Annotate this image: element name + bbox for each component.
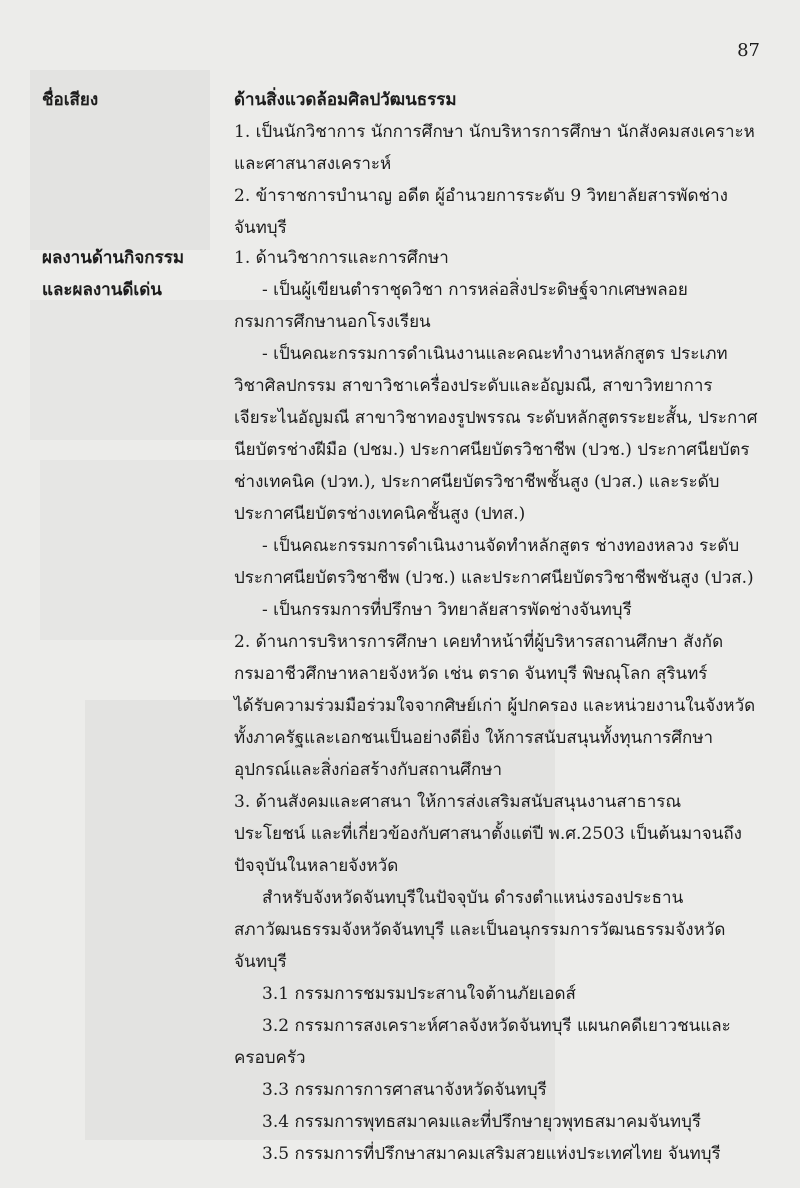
section-label-line: ผลงานด้านกิจกรรม: [42, 248, 185, 268]
body-line: วิชาศิลปกรรม สาขาวิชาเครื่องประดับและอัญมณี, สาขาวิทยาการ: [234, 376, 713, 396]
body-line: จันทบุรี: [234, 952, 287, 972]
page-number: 87: [737, 40, 760, 61]
body-line: - เป็นคณะกรรมการดำเนินงานและคณะทำงานหลักสูตร ประเภท: [262, 344, 728, 364]
list-item: 3.1 กรรมการชมรมประสานใจต้านภัยเอดส์: [262, 984, 576, 1004]
body-line: 1. เป็นนักวิชาการ นักการศึกษา นักบริหารการศึกษา นักสังคมสงเคราะห: [234, 122, 755, 142]
body-line: 2. ด้านการบริหารการศึกษา เคยทำหน้าที่ผู้บริหารสถานศึกษา สังกัด: [234, 632, 724, 652]
list-item: 3.3 กรรมการการศาสนาจังหวัดจันทบุรี: [262, 1080, 547, 1100]
body-line: ได้รับความร่วมมือร่วมใจจากศิษย์เก่า ผู้ปกครอง และหน่วยงานในจังหวัด: [234, 696, 756, 716]
body-line: - เป็นผู้เขียนตำราชุดวิชา การหล่อสิ่งประดิษฐ์จากเศษพลอย: [262, 280, 688, 300]
body-line: กรมการศึกษานอกโรงเรียน: [234, 312, 431, 332]
body-line: 1. ด้านวิชาการและการศึกษา: [234, 248, 449, 268]
body-line: - เป็นกรรมการที่ปรึกษา วิทยาลัยสารพัดช่างจันทบุรี: [262, 600, 632, 620]
section-heading: ด้านสิ่งแวดล้อมศิลปวัฒนธรรม: [234, 90, 457, 110]
body-line: 2. ข้าราชการบำนาญ อดีต ผู้อำนวยการระดับ 9 วิทยาลัยสารพัดช่าง: [234, 186, 728, 206]
body-line: ครอบครัว: [234, 1048, 306, 1068]
body-line: อุปกรณ์และสิ่งก่อสร้างกับสถานศึกษา: [234, 760, 502, 780]
body-line: ประโยชน์ และที่เกี่ยวข้องกับศาสนาตั้งแต่ปี พ.ศ.2503 เป็นต้นมาจนถึง: [234, 824, 742, 844]
section-label-reputation: [42, 84, 232, 116]
section-label-line: ชื่อเสียง: [42, 90, 99, 110]
body-line: ประกาศนียบัตรวิชาชีพ (ปวช.) และประกาศนียบัตรวิชาชีพชันสูง (ปวส.): [234, 568, 754, 588]
list-item: 3.2 กรรมการสงเคราะห์ศาลจังหวัดจันทบุรี แผนกคดีเยาวชนและ: [262, 1016, 731, 1036]
body-line: - เป็นคณะกรรมการดำเนินงานจัดทำหลักสูตร ช่างทองหลวง ระดับ: [262, 536, 740, 556]
body-line: 3. ด้านสังคมและศาสนา ให้การส่งเสริมสนับสนุนงานสาธารณ: [234, 792, 682, 812]
body-line: ทั้งภาครัฐและเอกชนเป็นอย่างดียิ่ง ให้การสนับสนุนทั้งทุนการศึกษา: [234, 728, 714, 748]
list-item: 3.4 กรรมการพุทธสมาคมและที่ปรึกษายุวพุทธสมาคมจันทบุรี: [262, 1112, 702, 1132]
section-label-activities: [42, 242, 232, 306]
body-line: ปัจจุบันในหลายจังหวัด: [234, 856, 399, 876]
body-line: จันทบุรี: [234, 218, 287, 238]
body-line: และศาสนาสงเคราะห์: [234, 154, 392, 174]
body-line: นียบัตรช่างฝีมือ (ปชม.) ประกาศนียบัตรวิชาชีพ (ปวช.) ประกาศนียบัตร: [234, 440, 750, 460]
body-line: กรมอาชีวศึกษาหลายจังหวัด เช่น ตราด จันทบุรี พิษณุโลก สุรินทร์: [234, 664, 708, 684]
body-line: เจียระไนอัญมณี สาขาวิชาทองรูปพรรณ ระดับหลักสูตรระยะสั้น, ประกาศ: [234, 408, 758, 428]
body-line: ช่างเทคนิค (ปวท.), ประกาศนียบัตรวิชาชีพชั้นสูง (ปวส.) และระดับ: [234, 472, 720, 492]
body-line: ประกาศนียบัตรช่างเทคนิคชั้นสูง (ปทส.): [234, 504, 526, 524]
body-line: สำหรับจังหวัดจันทบุรีในปัจจุบัน ดำรงตำแหน่งรองประธาน: [262, 888, 684, 908]
section-body-reputation: [234, 84, 758, 244]
body-line: สภาวัฒนธรรมจังหวัดจันทบุรี และเป็นอนุกรรมการวัฒนธรรมจังหวัด: [234, 920, 726, 940]
section-body-activities: [234, 242, 758, 1170]
section-label-line: และผลงานดีเด่น: [42, 280, 162, 300]
list-item: 3.5 กรรมการที่ปรึกษาสมาคมเสริมสวยแห่งประเทศไทย จันทบุรี: [262, 1144, 721, 1164]
